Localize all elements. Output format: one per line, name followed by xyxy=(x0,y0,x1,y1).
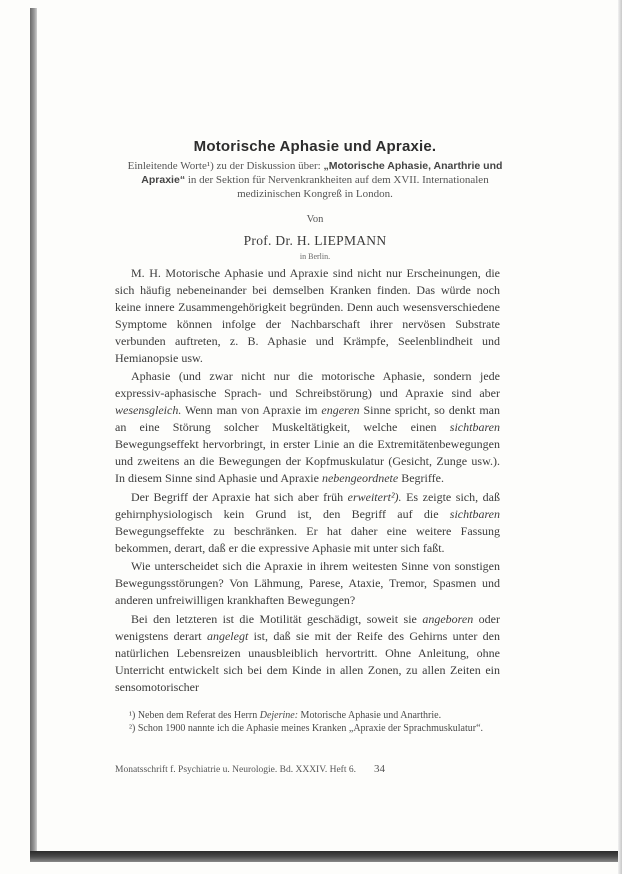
paragraph-3: Der Begriff der Apraxie hat sich aber früh erweitert²). Es zeigte sich, daß gehirnphysiologisch kein Grund ist, den Begriff auf die sichtbaren Bewegungseffekte zu beschränken. Er hat daher eine weitere Fassung bekommen, derart, daß er die expressive Aphasie mit unter sich faßt. xyxy=(115,489,500,555)
footnote-2: ²) Schon 1900 nannte ich die Aphasie meines Kranken „Apraxie der Sprachmuskulatur“. xyxy=(129,722,484,734)
article-subtitle xyxy=(115,159,515,201)
byline-von: Von xyxy=(306,214,324,225)
paragraph-5: Bei den letzteren ist die Motilität geschädigt, soweit sie angeboren oder wenigstens derart angelegt ist, daß sie mit der Reife des Gehirns unter den natürlichen Lebensreizen unausbleiblich hervortritt. Ohne Anleitung, ohne Unterricht entwickelt sich bei dem Kinde in allen Zonen, zu allen Zeiten ein sensomotorischer xyxy=(115,612,500,694)
scan-binding-edge xyxy=(30,8,37,858)
scan-right-edge xyxy=(618,0,622,874)
author-city: in Berlin. xyxy=(299,252,331,261)
article-title: Motorische Aphasie und Apraxie. xyxy=(193,138,437,155)
journal-citation: Monatsschrift f. Psychiatrie u. Neurologie. Bd. XXXIV. Heft 6. xyxy=(115,765,356,775)
article-body xyxy=(115,265,500,698)
subtitle-topic: „Motorische Aphasie, Anarthrie und Apraxie“ xyxy=(141,160,503,186)
footnotes xyxy=(115,710,500,735)
footnote-1: ¹) Neben dem Referat des Herrn Dejerine: Motorische Aphasie und Anarthrie. xyxy=(129,710,442,721)
running-footer xyxy=(115,763,500,775)
scan-bottom-edge xyxy=(30,851,622,862)
paragraph-4: Wie unterscheidet sich die Apraxie in ihrem weitesten Sinne von sonstigen Bewegungsstörungen? Von Lähmung, Parese, Ataxie, Tremor, Spasmen und anderen unfreiwilligen krankhaften Bewegungen? xyxy=(115,559,500,608)
page-number: 34 xyxy=(373,763,385,775)
author-name: Prof. Dr. H. LIEPMANN xyxy=(243,233,387,248)
paragraph-1: M. H. Motorische Aphasie und Apraxie sind nicht nur Erscheinungen, die sich häufig nebeneinander bei demselben Kranken finden. Das würde noch keine innere Zusammengehörigkeit begründen. Denn auch wesensverschiedene Symptome können infolge der Nachbarschaft ihrer nervösen Substrate verbunden auftreten, z. B. Aphasie und Krämpfe, Seelenblindheit und Hemianopsie usw. xyxy=(115,266,500,365)
subtitle-rest: in der Sektion für Nervenkrankheiten auf dem XVII. Internationalen medizinischen Kongreß in London. xyxy=(185,174,489,200)
subtitle-intro: Einleitende Worte¹) zu der Diskussion über: xyxy=(127,160,324,172)
paragraph-2: Aphasie (und zwar nicht nur die motorische Aphasie, sondern jede expressiv-aphasische Sprach- und Schreibstörung) und Apraxie sind aber wesensgleich. Wenn man von Apraxie im engeren Sinne spricht, so denkt man an eine Störung solcher Muskeltätigkeit, welche einen sichtbaren Bewegungseffekt hervorbringt, in erster Linie an die Extremitätenbewegungen und zweitens an die Bewegungen der Kopfmuskulatur (Gesicht, Zunge usw.). In diesem Sinne sind Aphasie und Apraxie nebengeordnete Begriffe. xyxy=(115,369,500,485)
